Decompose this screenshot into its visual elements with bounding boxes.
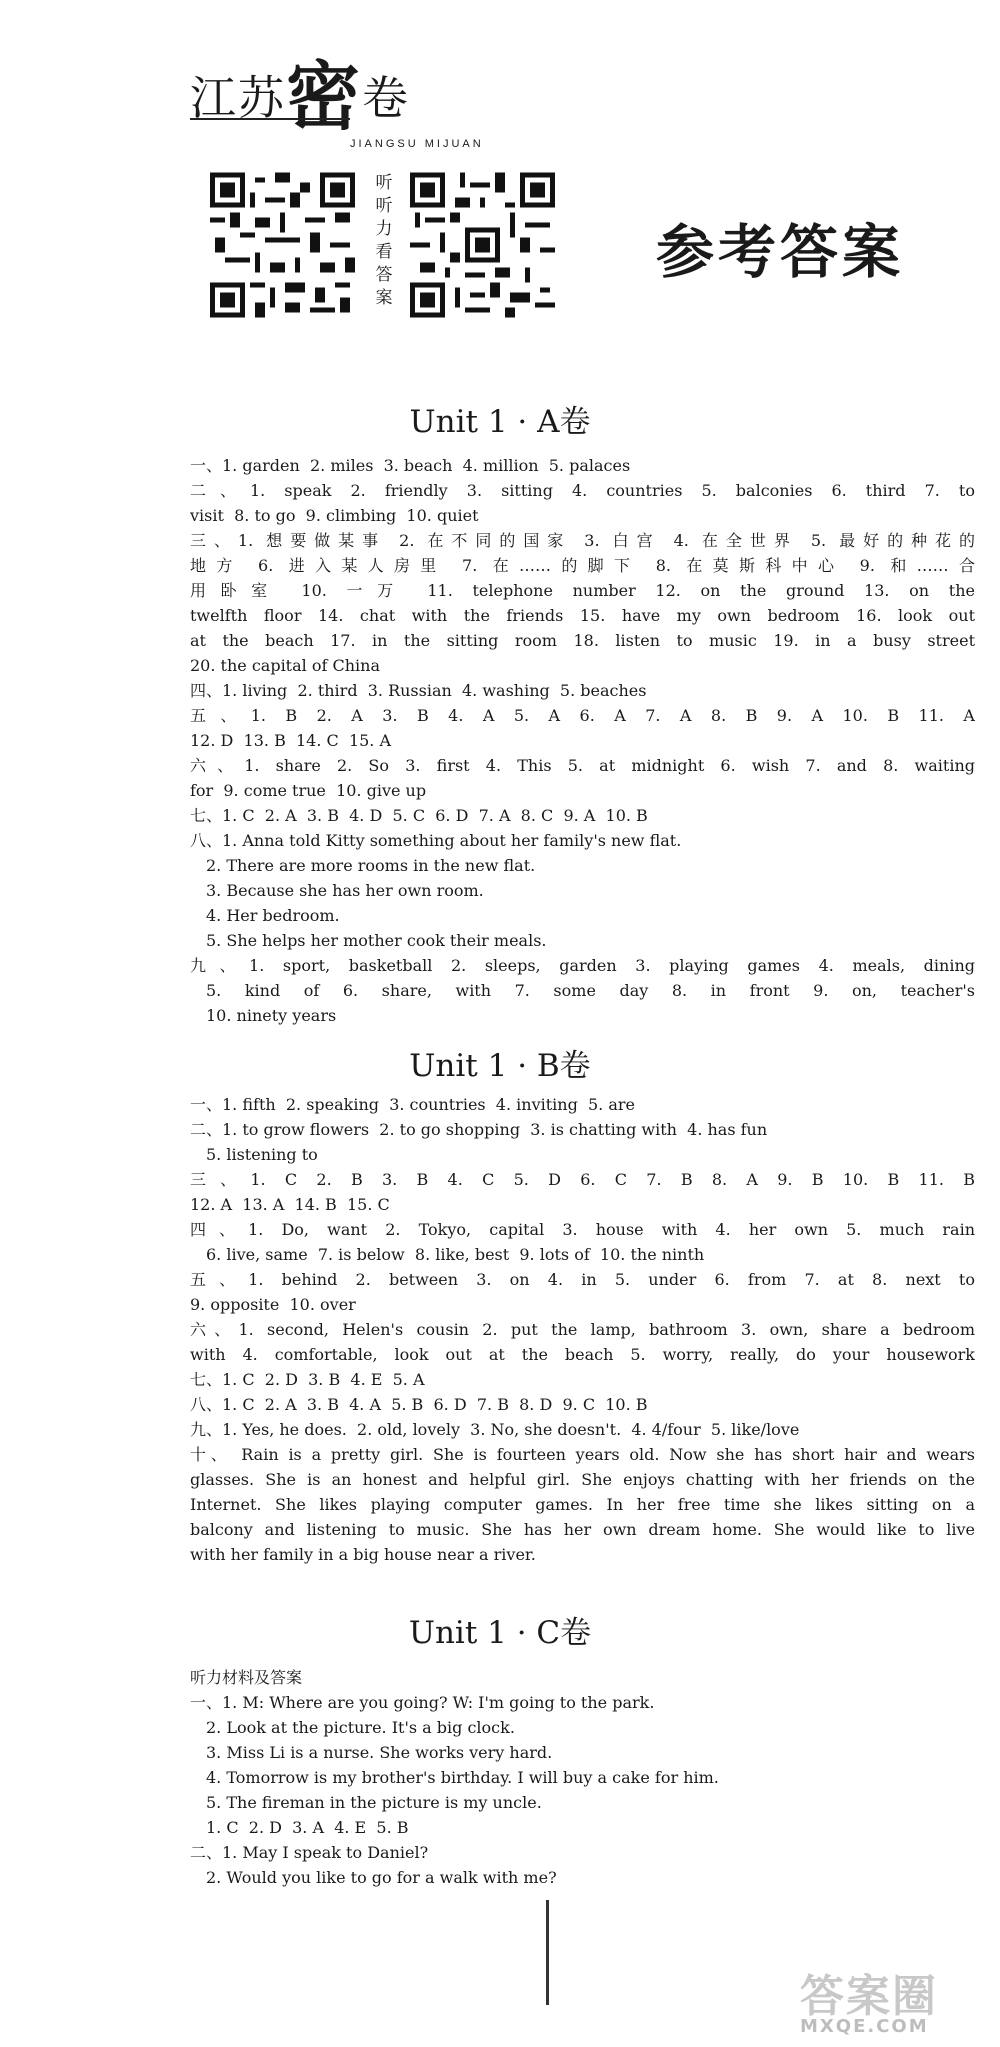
answer-line: 5. listening to	[206, 1145, 318, 1164]
qr-caption-char: 听	[375, 196, 393, 216]
answer-line: 12. D 13. B 14. C 15. A	[190, 731, 392, 750]
qr-code-icon	[410, 170, 555, 320]
answer-line: 五、1. behind 2. between 3. on 4. in 5. under 6. from 7. at 8. next to	[190, 1270, 975, 1289]
answer-line: 6. live, same 7. is below 8. like, best 9. lots of 10. the ninth	[206, 1245, 705, 1264]
qr-caption-char: 看	[375, 242, 393, 262]
answer-line: 八、1. C 2. A 3. B 4. A 5. B 6. D 7. B 8. D 9. C 10. B	[190, 1395, 648, 1414]
answer-line: 4. Her bedroom.	[206, 906, 340, 925]
unit-c-title: Unit 1 · C卷	[408, 1615, 592, 1651]
answer-line: 七、1. C 2. A 3. B 4. D 5. C 6. D 7. A 8. C 9. A 10. B	[190, 806, 648, 825]
unit-a-answers	[190, 453, 975, 1028]
answer-line: 二、1. May I speak to Daniel?	[190, 1843, 429, 1862]
answer-line: 三、1. 想要做某事 2. 在不同的国家 3. 白宫 4. 在全世界 5. 最好的种花的	[190, 531, 975, 550]
qr-code-right[interactable]	[410, 170, 555, 320]
answer-line: 八、1. Anna told Kitty something about her family's new flat.	[190, 831, 682, 850]
answer-line: 四、1. Do, want 2. Tokyo, capital 3. house with 4. her own 5. much rain	[190, 1220, 975, 1239]
qr-code-icon	[210, 170, 355, 320]
answer-line: 4. Tomorrow is my brother's birthday. I will buy a cake for him.	[206, 1768, 719, 1787]
page-divider	[546, 1900, 549, 2005]
answer-line: 3. Miss Li is a nurse. She works very hard.	[206, 1743, 553, 1762]
answer-line: twelfth floor 14. chat with the friends 15. have my own bedroom 16. look out	[190, 606, 975, 625]
qr-caption-char: 听	[375, 173, 393, 193]
brand-underline	[190, 118, 350, 120]
answer-line: 5. The fireman in the picture is my uncle.	[206, 1793, 542, 1812]
qr-caption-char: 答	[375, 265, 393, 285]
answer-line: at the beach 17. in the sitting room 18. listen to music 19. in a busy street	[190, 631, 975, 650]
answer-line: visit 8. to go 9. climbing 10. quiet	[190, 506, 479, 525]
unit-a-title: Unit 1 · A卷	[409, 404, 591, 440]
answer-line: 七、1. C 2. D 3. B 4. E 5. A	[190, 1370, 425, 1389]
unit-b-title: Unit 1 · B卷	[409, 1048, 591, 1084]
brand-pinyin: JIANGSU MIJUAN	[350, 138, 484, 150]
answer-line: 三、1. C 2. B 3. B 4. C 5. D 6. C 7. B 8. A 9. B 10. B 11. B	[190, 1170, 975, 1189]
answer-line: 四、1. living 2. third 3. Russian 4. washing 5. beaches	[190, 681, 647, 700]
brand-logo	[190, 54, 484, 150]
unit-b-answers	[190, 1092, 975, 1567]
answer-line: 九、1. sport, basketball 2. sleeps, garden 3. playing games 4. meals, dining	[190, 956, 975, 975]
answer-line: 一、1. M: Where are you going? W: I'm going to the park.	[190, 1693, 655, 1712]
answer-line: 十、 Rain is a pretty girl. She is fourteen years old. Now she has short hair and wears	[190, 1445, 975, 1464]
answer-line: balcony and listening to music. She has her own dream home. She would like to live	[190, 1520, 975, 1539]
qr-caption-char: 案	[375, 288, 393, 308]
answer-line: 二、1. speak 2. friendly 3. sitting 4. countries 5. balconies 6. third 7. to	[190, 481, 975, 500]
answer-line: 一、1. fifth 2. speaking 3. countries 4. inviting 5. are	[190, 1095, 636, 1114]
answer-line: 地方 6. 进入某人房里 7. 在……的脚下 8. 在莫斯科中心 9. 和……合	[190, 556, 975, 575]
answer-line: 20. the capital of China	[190, 656, 380, 675]
brand-small-2: 卷	[362, 71, 410, 125]
answer-line: 9. opposite 10. over	[190, 1295, 356, 1314]
answer-line: 5. She helps her mother cook their meals.	[206, 931, 547, 950]
answer-line: 5. kind of 6. share, with 7. some day 8. in front 9. on, teacher's	[206, 981, 975, 1000]
answer-line: 2. Look at the picture. It's a big clock.	[206, 1718, 515, 1737]
brand-big-char: 密	[286, 54, 362, 140]
answer-line: 2. Would you like to go for a walk with me?	[206, 1868, 557, 1887]
watermark-url: MXQE.COM	[800, 2016, 929, 2037]
brand-small-1: 江苏	[190, 71, 286, 125]
answer-line: 1. C 2. D 3. A 4. E 5. B	[206, 1818, 409, 1837]
answer-line: 九、1. Yes, he does. 2. old, lovely 3. No, she doesn't. 4. 4/four 5. like/love	[190, 1420, 800, 1439]
answer-line: for 9. come true 10. give up	[190, 781, 427, 800]
answer-line: glasses. She is an honest and helpful girl. She enjoys chatting with her friends on the	[190, 1470, 975, 1489]
answer-title: 参考答案	[656, 218, 905, 286]
answer-line: 六、1. second, Helen's cousin 2. put the lamp, bathroom 3. own, share a bedroom	[190, 1320, 975, 1339]
watermark-logo: 答案圈	[800, 1971, 938, 2022]
answer-line: Internet. She likes playing computer games. In her free time she likes sitting on a	[190, 1495, 975, 1514]
answer-line: 3. Because she has her own room.	[206, 881, 484, 900]
qr-caption	[373, 172, 395, 310]
answer-line: 12. A 13. A 14. B 15. C	[190, 1195, 390, 1214]
qr-caption-char: 力	[375, 219, 393, 239]
section-heading: 听力材料及答案	[190, 1668, 303, 1687]
brand-title	[190, 54, 484, 140]
answer-line: 用卧室 10. 一万 11. telephone number 12. on the ground 13. on the	[190, 581, 975, 600]
unit-c-answers	[190, 1665, 975, 1890]
answer-line: with her family in a big house near a river.	[190, 1545, 536, 1564]
answer-line: 2. There are more rooms in the new flat.	[206, 856, 536, 875]
answer-line: 五、1. B 2. A 3. B 4. A 5. A 6. A 7. A 8. B 9. A 10. B 11. A	[190, 706, 975, 725]
answer-line: 一、1. garden 2. miles 3. beach 4. million 5. palaces	[190, 456, 631, 475]
answer-line: with 4. comfortable, look out at the beach 5. worry, really, do your housework	[190, 1345, 975, 1364]
answer-line: 六、1. share 2. So 3. first 4. This 5. at midnight 6. wish 7. and 8. waiting	[190, 756, 975, 775]
answer-line: 10. ninety years	[206, 1006, 337, 1025]
qr-code-left[interactable]	[210, 170, 355, 320]
answer-line: 二、1. to grow flowers 2. to go shopping 3. is chatting with 4. has fun	[190, 1120, 768, 1139]
